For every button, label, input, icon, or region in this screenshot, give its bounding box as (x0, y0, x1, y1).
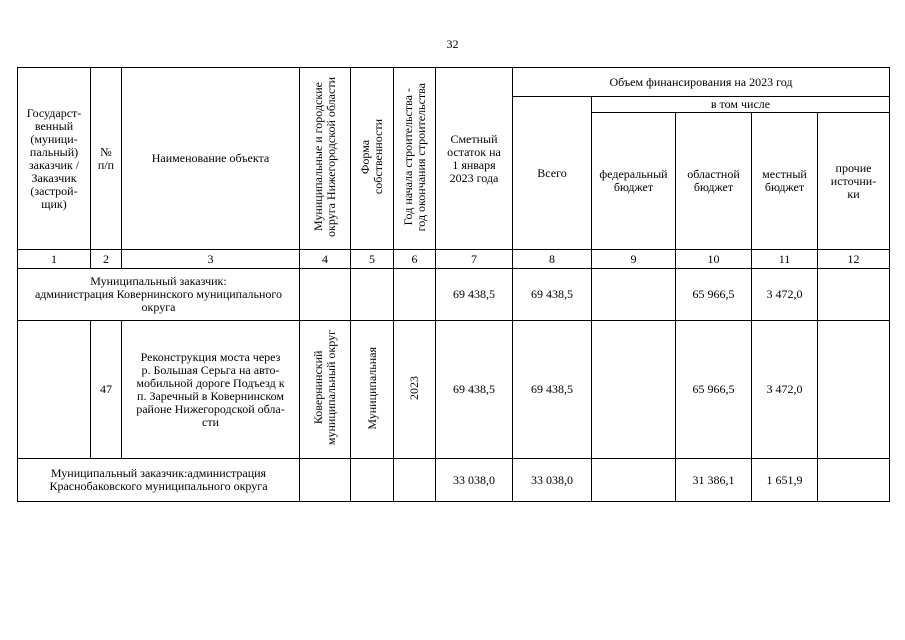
financing-table (17, 67, 890, 502)
municipality-cell: Ковернинский муниципальный округ (300, 321, 351, 459)
header-municipality: Муниципальные и городские округа Нижегородской области (300, 68, 351, 250)
estimate-cell: 69 438,5 (436, 321, 513, 459)
federal-cell (592, 269, 676, 321)
column-number: 9 (592, 250, 676, 269)
other-cell (818, 321, 890, 459)
local-cell: 1 651,9 (752, 459, 818, 502)
header-num: № п/п (91, 68, 122, 250)
estimate-cell: 69 438,5 (436, 269, 513, 321)
header-estimate: Сметный остаток на 1 января 2023 года (436, 68, 513, 250)
regional-cell: 65 966,5 (676, 321, 752, 459)
total-cell: 69 438,5 (513, 269, 592, 321)
municipality-cell (300, 459, 351, 502)
years-cell (394, 459, 436, 502)
header-years: Год начала строительства - год окончания строительства (394, 68, 436, 250)
header-financing: Объем финансирования на 2023 год (513, 68, 890, 97)
header-total: Всего (513, 97, 592, 250)
ownership-cell (351, 459, 394, 502)
federal-cell (592, 459, 676, 502)
municipality-cell (300, 269, 351, 321)
local-cell: 3 472,0 (752, 321, 818, 459)
column-number: 12 (818, 250, 890, 269)
estimate-cell: 33 038,0 (436, 459, 513, 502)
federal-cell (592, 321, 676, 459)
years-cell: 2023 (394, 321, 436, 459)
column-number: 3 (122, 250, 300, 269)
column-numbers-row (18, 250, 890, 269)
column-number: 8 (513, 250, 592, 269)
page-number: 32 (446, 37, 459, 51)
local-cell: 3 472,0 (752, 269, 818, 321)
header-federal: федеральный бюджет (592, 113, 676, 250)
regional-cell: 31 386,1 (676, 459, 752, 502)
num-cell: 47 (91, 321, 122, 459)
column-number: 2 (91, 250, 122, 269)
column-number: 11 (752, 250, 818, 269)
header-ownership: Форма собственности (351, 68, 394, 250)
column-number: 1 (18, 250, 91, 269)
column-number: 5 (351, 250, 394, 269)
header-local: местный бюджет (752, 113, 818, 250)
years-cell (394, 269, 436, 321)
header-including: в том числе (592, 97, 890, 113)
customer-cell (18, 321, 91, 459)
column-number: 4 (300, 250, 351, 269)
object-name-cell: Реконструкция моста через р. Большая Серьга на авто- мобильной дороге Подъезд к п. Заречный в Ковернинском районе Нижегородской обла- сти (122, 321, 300, 459)
table-row (18, 269, 890, 321)
column-number: 10 (676, 250, 752, 269)
header-object-name: Наименование объекта (122, 68, 300, 250)
header-other: прочие источни- ки (818, 113, 890, 250)
total-cell: 69 438,5 (513, 321, 592, 459)
column-number: 7 (436, 250, 513, 269)
table-row (18, 321, 890, 459)
header-customer: Государст- венный (муници- пальный) заказчик / Заказчик (застрой- щик) (18, 68, 91, 250)
header-regional: областной бюджет (676, 113, 752, 250)
other-cell (818, 269, 890, 321)
column-number: 6 (394, 250, 436, 269)
ownership-cell (351, 269, 394, 321)
other-cell (818, 459, 890, 502)
customer-cell: Муниципальный заказчик: администрация Ковернинского муниципального округа (18, 269, 300, 321)
customer-cell: Муниципальный заказчик:администрация Краснобаковского муниципального округа (18, 459, 300, 502)
total-cell: 33 038,0 (513, 459, 592, 502)
regional-cell: 65 966,5 (676, 269, 752, 321)
table-row (18, 459, 890, 502)
ownership-cell: Муниципальная (351, 321, 394, 459)
